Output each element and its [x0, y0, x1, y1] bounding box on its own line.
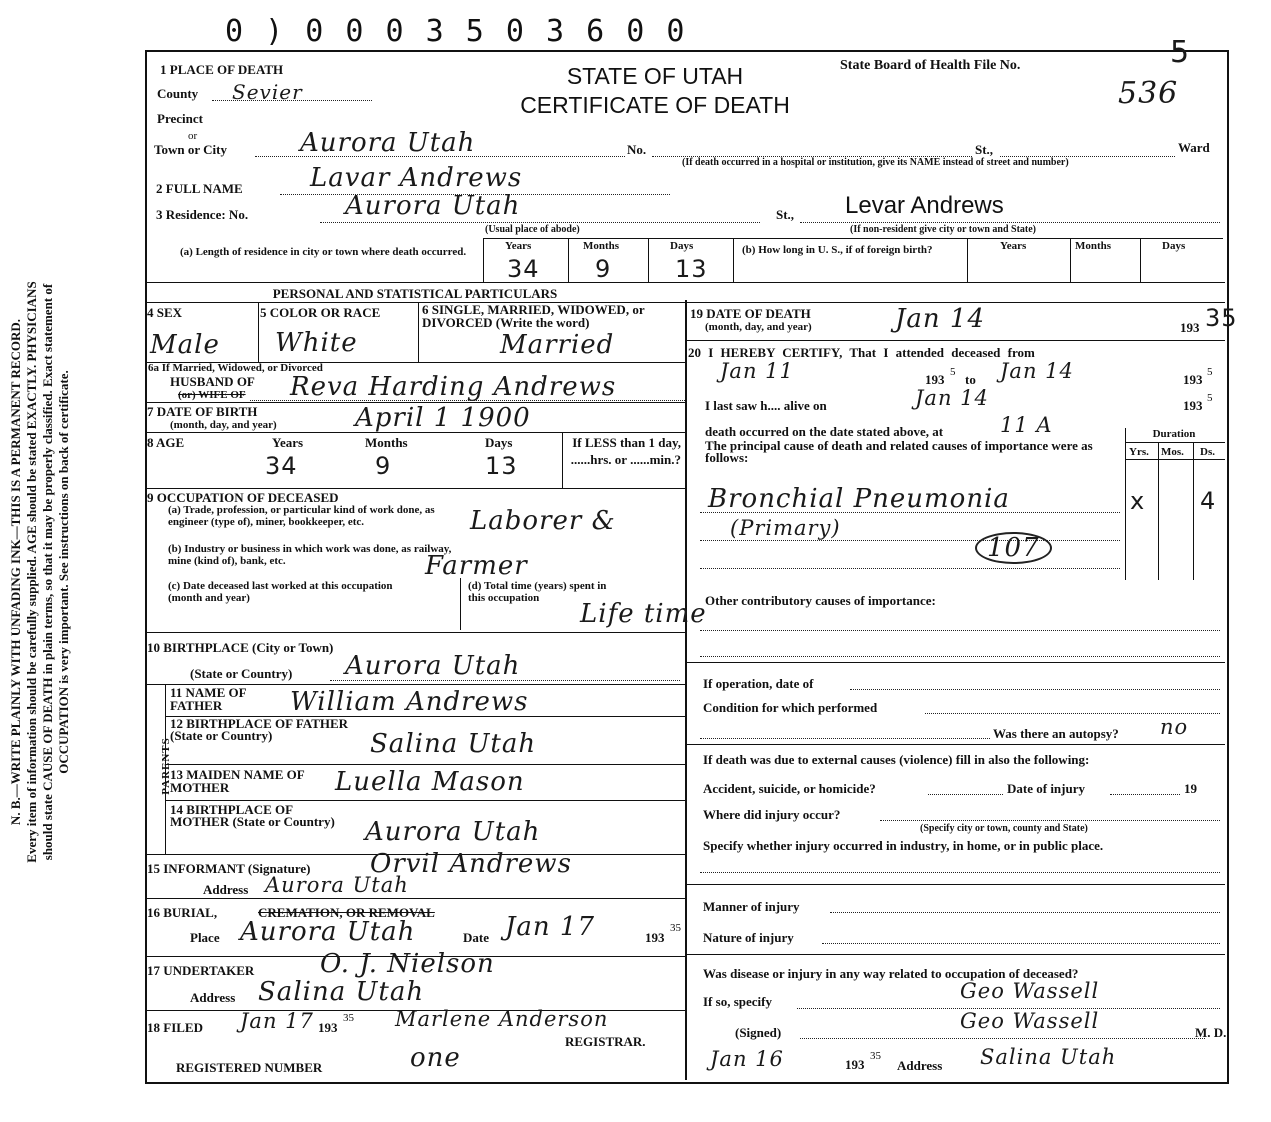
burial-struck: CREMATION, OR REMOVAL [258, 905, 435, 920]
dod-year-prefix: 193 [1180, 320, 1200, 335]
undertaker-value: O. J. Nielson [320, 949, 495, 979]
if-less-label: If LESS than 1 day, ......hrs. or ......min.? [570, 435, 681, 467]
attend-from-year: 5 [950, 366, 956, 378]
res-years: 34 [507, 255, 540, 283]
last-saw-value: Jan 14 [915, 386, 989, 410]
serial-number: 0 ) 0 0 0 3 5 0 3 6 0 0 [225, 14, 687, 49]
side-note-line2: Every item of information should be carefully supplied. AGE should be stated EXACTLY. PHYSICIANS [24, 281, 39, 863]
attend-to: Jan 14 [1000, 359, 1074, 383]
cause-duration-mos: x [1130, 487, 1146, 515]
dob-label: 7 DATE OF BIRTH [147, 404, 258, 419]
death-occurred-label: death occurred on the date stated above, at [705, 424, 944, 439]
filed-date: Jan 17 [240, 1009, 314, 1033]
autopsy-value: no [1160, 715, 1189, 739]
external-label: If death was due to external causes (violence) fill in also the following: [703, 752, 1090, 767]
operation-label: If operation, date of [703, 676, 814, 691]
mother-bp-label: 14 BIRTHPLACE OF MOTHER (State or Country) [170, 802, 335, 829]
side-instructions [8, 22, 72, 1122]
occ-c-label: (c) Date deceased last worked at this occupation (month and year) [168, 580, 393, 604]
parents-label: PARENTS [159, 737, 172, 795]
last-saw-label: I last saw h.... alive on [705, 398, 827, 413]
residence-label: 3 Residence: No. [156, 207, 249, 222]
signed-date: Jan 16 [710, 1047, 784, 1071]
duration-header: Duration [1152, 428, 1196, 440]
last-saw-prefix: 193 [1183, 398, 1203, 413]
race-label: 5 COLOR OR RACE [260, 305, 381, 320]
registered-number-value: one [410, 1043, 461, 1073]
certify-label: 20 I HEREBY CERTIFY, That I attended deceased from [688, 345, 1035, 360]
signed-year-prefix: 193 [845, 1057, 865, 1072]
us-years-header: Years [1000, 240, 1027, 252]
days-header: Days [670, 240, 694, 252]
principal-cause-label: The principal cause of death and related causes of importance were as follows: [705, 438, 1093, 465]
undertaker-label: 17 UNDERTAKER [147, 963, 255, 978]
father-bp-value: Salina Utah [370, 729, 537, 759]
registered-number-label: REGISTERED NUMBER [176, 1060, 323, 1075]
age-years-label: Years [272, 435, 304, 450]
place-of-death-label: 1 PLACE OF DEATH [160, 62, 284, 77]
signed-year: 35 [870, 1050, 881, 1062]
burial-place-value: Aurora Utah [240, 917, 416, 947]
precinct-label: Precinct [157, 111, 203, 126]
dob-value: April 1 1900 [355, 403, 531, 433]
burial-date-label: Date [463, 930, 489, 945]
accident-label: Accident, suicide, or homicide? [703, 781, 876, 796]
dod-sub: (month, day, and year) [705, 321, 812, 333]
registrar-label: REGISTRAR. [565, 1034, 646, 1049]
manner-label: Manner of injury [703, 899, 800, 914]
age-years: 34 [265, 452, 298, 480]
town-label: Town or City [154, 142, 227, 157]
marital-label: 6 SINGLE, MARRIED, WIDOWED, or DIVORCED (Write the word) [422, 302, 645, 330]
death-time: 11 A [1000, 413, 1053, 437]
burial-year-prefix: 193 [645, 930, 665, 945]
ward-label: Ward [1178, 140, 1210, 155]
specify-industry-label: Specify whether injury occurred in industry, in home, or in public place. [703, 838, 1104, 853]
informant-address-label: Address [203, 882, 249, 897]
us-days-header: Days [1162, 240, 1186, 252]
occ-trade-value: Laborer & [470, 506, 616, 536]
residence-value: Aurora Utah [345, 191, 521, 221]
age-months: 9 [375, 452, 392, 480]
age-days-label: Days [485, 435, 513, 450]
father-value: William Andrews [290, 687, 529, 717]
to-label: to [965, 372, 976, 387]
spouse-value: Reva Harding Andrews [290, 372, 617, 402]
hospital-note: (If death occurred in a hospital or institution, give its NAME instead of street and number) [682, 157, 1069, 168]
personal-header: PERSONAL AND STATISTICAL PARTICULARS [272, 286, 558, 301]
cause-sub: (Primary) [730, 516, 841, 540]
undertaker-address-value: Salina Utah [258, 977, 425, 1007]
county-label: County [157, 86, 199, 101]
age-days: 13 [485, 452, 518, 480]
occ-d-label: (d) Total time (years) spent in this occupation [468, 580, 607, 604]
where-injury-label: Where did injury occur? [703, 807, 841, 822]
registrar-value: Marlene Anderson [395, 1007, 609, 1031]
birthplace-value: Aurora Utah [345, 651, 521, 681]
burial-date-value: Jan 17 [505, 912, 596, 942]
cause-code: 107 [975, 532, 1052, 564]
date-injury-19: 19 [1184, 781, 1197, 796]
full-name-label: 2 FULL NAME [156, 181, 243, 196]
informant-value: Orvil Andrews [370, 849, 572, 879]
county-value: Sevier [232, 80, 303, 104]
yrs-header: Yrs. [1129, 446, 1149, 458]
mos-header: Mos. [1161, 446, 1184, 458]
nature-label: Nature of injury [703, 930, 794, 945]
last-saw-year: 5 [1207, 392, 1213, 404]
occ-b-label: (b) Industry or business in which work was done, as railway, mine (kind of), bank, etc. [168, 543, 452, 567]
occ-industry-value: Farmer [425, 551, 528, 581]
condition-label: Condition for which performed [703, 700, 878, 715]
informant-label: 15 INFORMANT (Signature) [147, 861, 311, 876]
length-residence-label: (a) Length of residence in city or town where death occurred. [180, 246, 467, 258]
filed-year: 35 [343, 1012, 354, 1024]
heading-line2: CERTIFICATE OF DEATH [520, 92, 790, 118]
attend-from: Jan 11 [720, 359, 794, 383]
age-months-label: Months [365, 435, 408, 450]
occ-a-label: (a) Trade, profession, or particular kind of work done, as engineer (type of), miner, bookkeeper, etc. [168, 504, 435, 528]
res-days: 13 [675, 255, 708, 283]
autopsy-label: Was there an autopsy? [993, 726, 1119, 741]
sex-value: Male [150, 330, 220, 360]
dod-year: 35 [1205, 304, 1238, 332]
race-value: White [275, 328, 358, 358]
birthplace-label: 10 BIRTHPLACE (City or Town) [147, 640, 334, 655]
dod-label: 19 DATE OF DEATH [690, 306, 811, 321]
how-long-us-label: (b) How long in U. S., if of foreign birth? [742, 244, 933, 256]
ds-header: Ds. [1200, 446, 1215, 458]
birthplace-state-label: (State or Country) [190, 666, 293, 681]
sex-label: 4 SEX [147, 305, 183, 320]
date-injury-label: Date of injury [1007, 781, 1085, 796]
full-name-value: Lavar Andrews [310, 163, 523, 193]
or-label: or [188, 130, 198, 142]
spouse-note: 6a If Married, Widowed, or Divorced [148, 362, 323, 374]
attend-to-year: 5 [1207, 366, 1213, 378]
signed-address-label: Address [897, 1058, 943, 1073]
years-header: Years [505, 240, 532, 252]
months-header: Months [583, 240, 620, 252]
signed-address-value: Salina Utah [980, 1045, 1117, 1069]
age-label: 8 AGE [147, 435, 185, 450]
us-months-header: Months [1075, 240, 1112, 252]
wife-label: (or) WIFE OF [178, 389, 246, 401]
st-label: St., [975, 142, 994, 157]
mother-name-label: 13 MAIDEN NAME OF MOTHER [170, 767, 305, 795]
file-number-top: 5 [1170, 35, 1191, 70]
disease-occ-label: Was disease or injury in any way related to occupation of deceased? [703, 966, 1079, 981]
husband-label: HUSBAND OF [170, 374, 255, 389]
cause-duration-ds: 4 [1200, 487, 1217, 515]
heading-line1: STATE OF UTAH [566, 63, 744, 89]
filed-year-prefix: 193 [318, 1020, 338, 1035]
signed-signature: Geo Wassell [960, 1009, 1100, 1033]
marital-value: Married [500, 330, 615, 360]
residence-typed: Levar Andrews [845, 192, 1004, 219]
side-note-line4: OCCUPATION is very important. See instructions on back of certificate. [56, 370, 71, 774]
file-number: 536 [1118, 76, 1179, 111]
other-causes-label: Other contributory causes of importance: [705, 593, 936, 608]
occ-total-value: Life time [580, 599, 707, 629]
father-bp-label: 12 BIRTHPLACE OF FATHER (State or Country) [170, 716, 349, 743]
mother-value: Luella Mason [335, 767, 525, 797]
md-label: M. D. [1195, 1025, 1227, 1040]
occupation-label: 9 OCCUPATION OF DECEASED [147, 490, 339, 505]
if-so-signature: Geo Wassell [960, 979, 1100, 1003]
specify-city-note: (Specify city or town, county and State) [920, 823, 1088, 834]
father-name-label: 11 NAME OF FATHER [170, 685, 247, 713]
residence-st-label: St., [776, 207, 795, 222]
cause-value: Bronchial Pneumonia [708, 484, 1010, 514]
res-months: 9 [595, 255, 612, 283]
attend-from-prefix: 193 [925, 372, 945, 387]
burial-year: 35 [670, 922, 681, 934]
burial-place-label: Place [190, 930, 220, 945]
mother-bp-value: Aurora Utah [365, 817, 541, 847]
signed-label: (Signed) [735, 1025, 782, 1040]
no-label: No. [627, 142, 647, 157]
if-so-label: If so, specify [703, 994, 772, 1009]
filed-label: 18 FILED [147, 1020, 203, 1035]
attend-to-prefix: 193 [1183, 372, 1203, 387]
usual-place-note: (Usual place of abode) [485, 224, 580, 235]
undertaker-address-label: Address [190, 990, 236, 1005]
burial-label: 16 BURIAL, [147, 905, 218, 920]
certificate-heading [470, 62, 840, 120]
state-board-label: State Board of Health File No. [840, 58, 1021, 73]
nonresident-note: (If non-resident give city or town and State) [850, 224, 1037, 235]
dob-sub: (month, day, and year) [170, 419, 277, 431]
dod-value: Jan 14 [895, 304, 986, 334]
side-note-line3: should state CAUSE OF DEATH in plain terms, so that it may be properly classified. Exact statement of [40, 283, 55, 861]
town-value: Aurora Utah [300, 128, 476, 158]
side-note-line1: N. B.—WRITE PLAINLY WITH UNFADING INK—THIS IS A PERMANENT RECORD. [8, 318, 23, 826]
informant-address-value: Aurora Utah [265, 873, 409, 897]
